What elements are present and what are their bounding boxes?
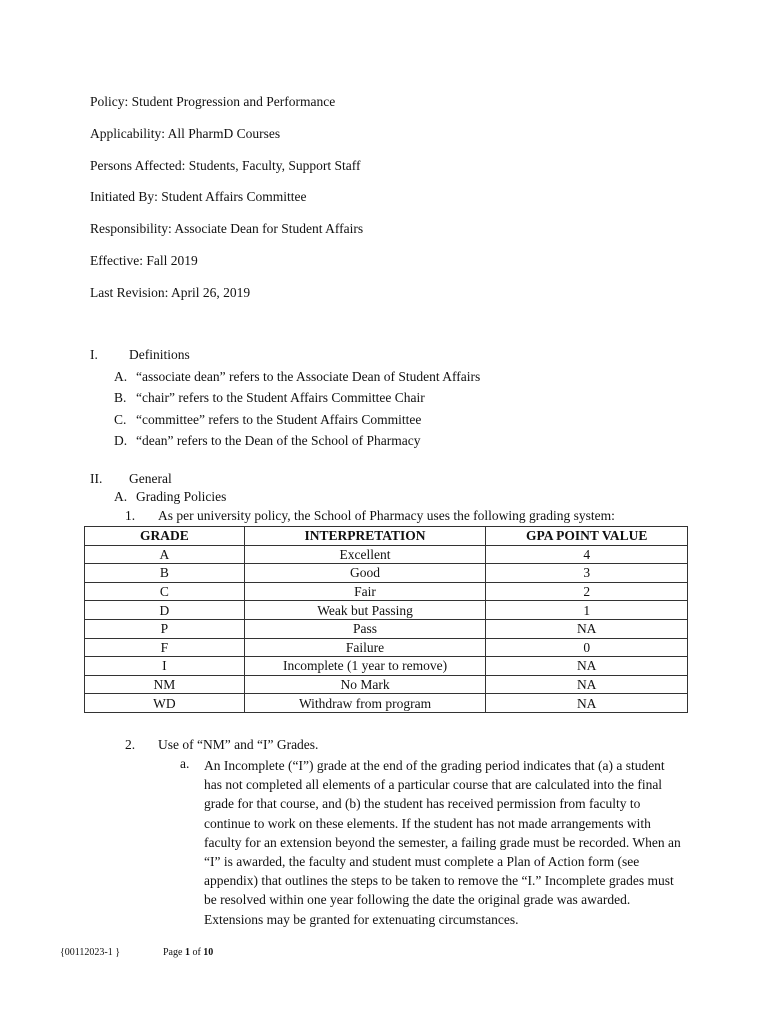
interpretation-cell: No Mark bbox=[244, 675, 486, 694]
interpretation-cell: Failure bbox=[244, 638, 486, 657]
gpa-cell: NA bbox=[486, 619, 688, 638]
table-row bbox=[85, 657, 688, 676]
grade-cell: C bbox=[85, 582, 245, 601]
document-id: {00112023-1 } bbox=[60, 947, 121, 958]
subsection-title: Grading Policies bbox=[136, 489, 227, 504]
responsibility-line: Responsibility: Associate Dean for Student Affairs bbox=[90, 221, 364, 236]
gpa-cell: 3 bbox=[486, 564, 688, 583]
definition-text: “associate dean” refers to the Associate Dean of Student Affairs bbox=[136, 369, 481, 384]
item-2-text: Use of “NM” and “I” Grades. bbox=[158, 737, 319, 752]
gpa-cell: NA bbox=[486, 657, 688, 676]
item-1-text: As per university policy, the School of Pharmacy uses the following grading system: bbox=[158, 508, 615, 523]
grade-cell: P bbox=[85, 619, 245, 638]
section-2-number: II. bbox=[90, 471, 103, 486]
grade-cell: NM bbox=[85, 675, 245, 694]
grade-cell: D bbox=[85, 601, 245, 620]
effective-line: Effective: Fall 2019 bbox=[90, 253, 198, 268]
gpa-cell: 2 bbox=[486, 582, 688, 601]
applicability-line: Applicability: All PharmD Courses bbox=[90, 126, 281, 141]
page-prefix: Page bbox=[163, 947, 185, 958]
section-1-title: Definitions bbox=[129, 347, 190, 362]
table-header-cell: GRADE bbox=[85, 527, 245, 546]
table-header-cell: INTERPRETATION bbox=[244, 527, 486, 546]
grade-cell: F bbox=[85, 638, 245, 657]
definition-letter: D. bbox=[114, 433, 128, 448]
interpretation-cell: Fair bbox=[244, 582, 486, 601]
gpa-cell: 1 bbox=[486, 601, 688, 620]
item-1-number: 1. bbox=[125, 508, 136, 523]
last-revision-line: Last Revision: April 26, 2019 bbox=[90, 285, 251, 300]
persons-affected-line: Persons Affected: Students, Faculty, Support Staff bbox=[90, 158, 361, 173]
page-current: 1 bbox=[184, 947, 190, 958]
grade-cell: WD bbox=[85, 694, 245, 713]
table-row bbox=[85, 675, 688, 694]
interpretation-cell: Withdraw from program bbox=[244, 694, 486, 713]
section-1-number: I. bbox=[90, 347, 98, 362]
table-row bbox=[85, 564, 688, 583]
grading-table bbox=[84, 526, 688, 713]
table-header-row bbox=[85, 527, 688, 546]
incomplete-grade-paragraph: An Incomplete (“I”) grade at the end of the grading period indicates that (a) a student has not completed all elements of a particular course that are calculated into the final grade for that course, and (b) the student has received permission from faculty to continue to work on these elements. If the student has not made arrangements with faculty for an extension beyond the semester, a failing grade must be recorded. When an “I” is awarded, the faculty and student must complete a Plan of Action form (see appendix) that outlines the steps to be taken to remove the “I.” Incomplete grades must be resolved within one year following the date the original grade was awarded. Extensions may be granted for extenuating circumstances. bbox=[204, 758, 681, 927]
gpa-cell: NA bbox=[486, 675, 688, 694]
page-of: of bbox=[189, 947, 204, 958]
gpa-cell: NA bbox=[486, 694, 688, 713]
page-number bbox=[163, 947, 213, 958]
interpretation-cell: Pass bbox=[244, 619, 486, 638]
grade-cell: A bbox=[85, 545, 245, 564]
interpretation-cell: Weak but Passing bbox=[244, 601, 486, 620]
subsection-letter: A. bbox=[114, 489, 128, 504]
definition-text: “committee” refers to the Student Affairs Committee bbox=[136, 412, 422, 427]
interpretation-cell: Excellent bbox=[244, 545, 486, 564]
initiated-by-line: Initiated By: Student Affairs Committee bbox=[90, 189, 307, 204]
page-total: 10 bbox=[203, 947, 214, 958]
grade-cell: I bbox=[85, 657, 245, 676]
gpa-cell: 4 bbox=[486, 545, 688, 564]
interpretation-cell: Good bbox=[244, 564, 486, 583]
table-row bbox=[85, 619, 688, 638]
grade-cell: B bbox=[85, 564, 245, 583]
policy-line: Policy: Student Progression and Performance bbox=[90, 94, 336, 109]
table-row bbox=[85, 638, 688, 657]
table-row bbox=[85, 694, 688, 713]
definition-letter: B. bbox=[114, 390, 127, 405]
gpa-cell: 0 bbox=[486, 638, 688, 657]
definition-letter: A. bbox=[114, 369, 128, 384]
section-2-title: General bbox=[129, 471, 172, 486]
definition-text: “dean” refers to the Dean of the School of Pharmacy bbox=[136, 433, 421, 448]
item-2-number: 2. bbox=[125, 737, 136, 752]
table-header-cell: GPA POINT VALUE bbox=[486, 527, 688, 546]
table-row bbox=[85, 545, 688, 564]
table-row bbox=[85, 582, 688, 601]
definition-letter: C. bbox=[114, 412, 127, 427]
paragraph-letter: a. bbox=[180, 756, 190, 771]
interpretation-cell: Incomplete (1 year to remove) bbox=[244, 657, 486, 676]
table-row bbox=[85, 601, 688, 620]
definition-text: “chair” refers to the Student Affairs Committee Chair bbox=[136, 390, 425, 405]
